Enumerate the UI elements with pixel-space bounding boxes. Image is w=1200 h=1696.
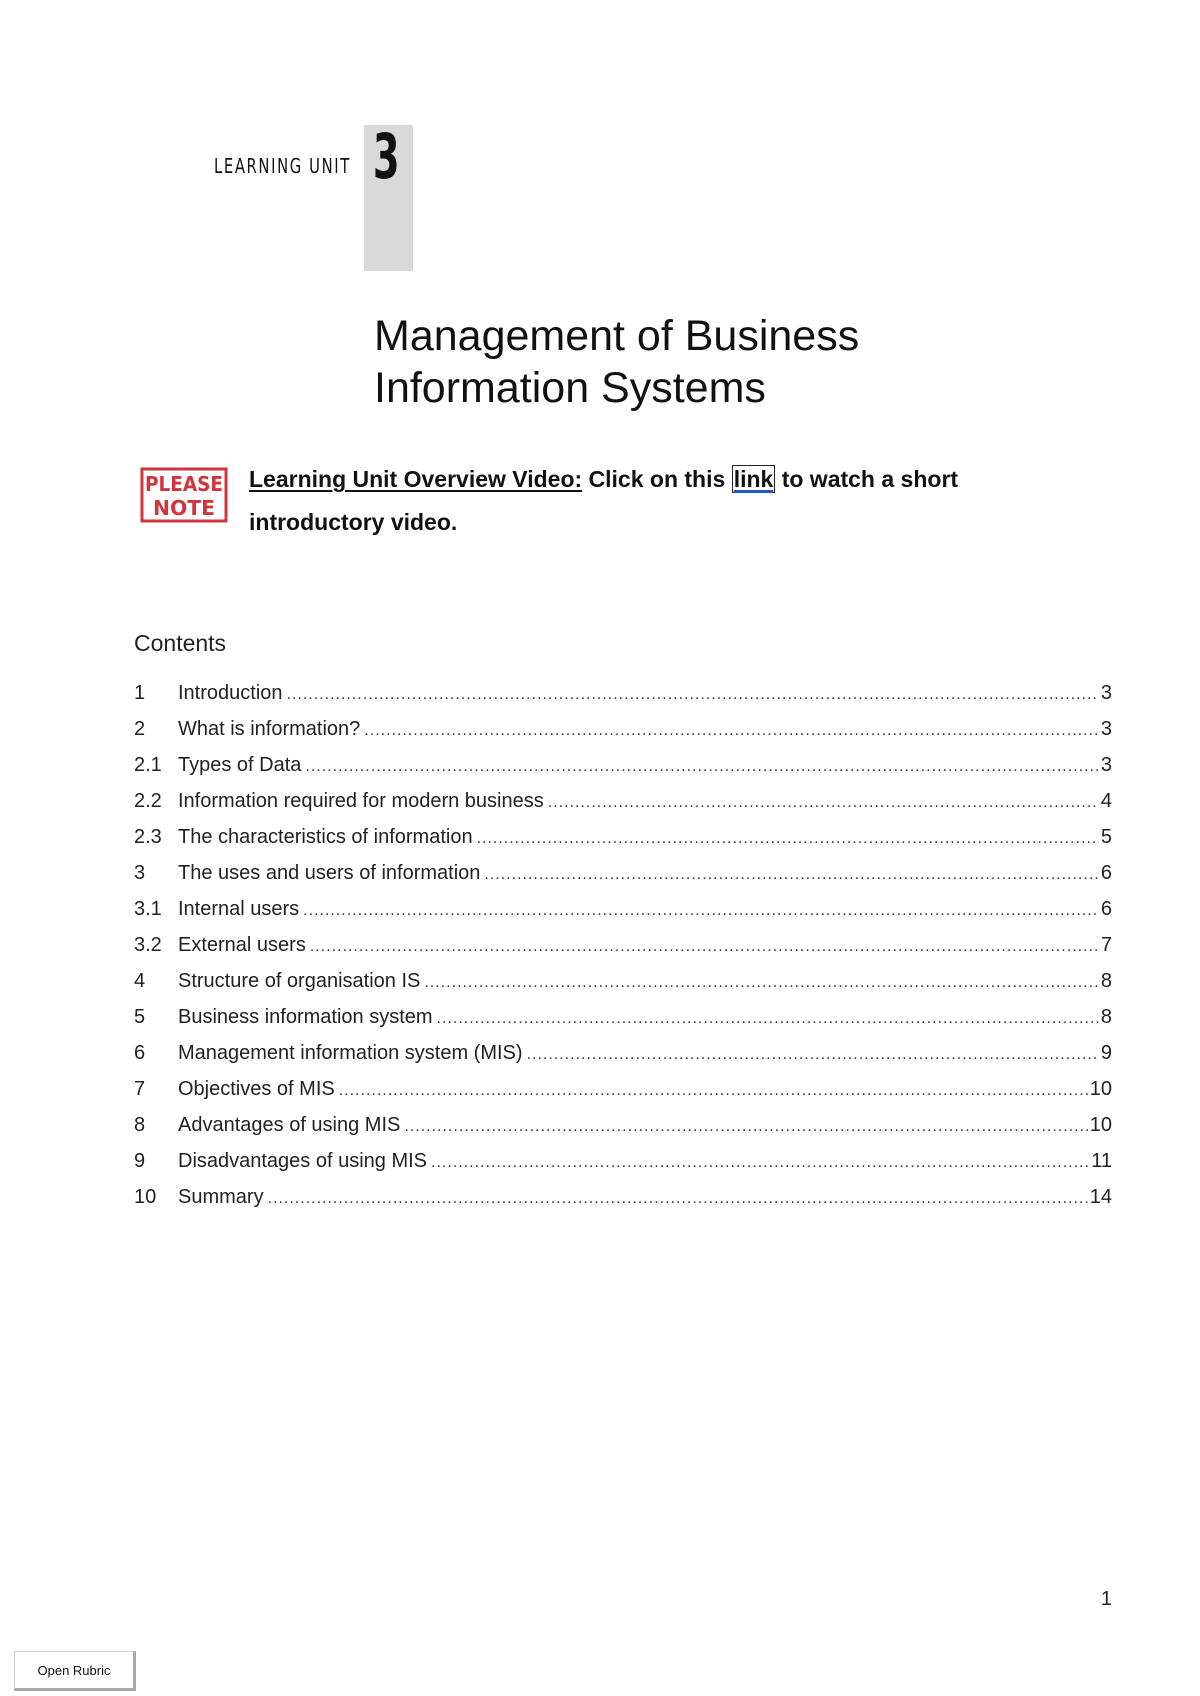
toc-entry-number: 3.2 bbox=[134, 934, 162, 956]
toc-entry-page: 7 bbox=[1100, 934, 1112, 956]
toc-entry-title: Summary bbox=[178, 1186, 264, 1208]
toc-entry-number: 3.1 bbox=[134, 898, 162, 920]
open-rubric-button[interactable]: Open Rubric bbox=[14, 1651, 136, 1691]
toc-entry[interactable] bbox=[134, 1114, 1112, 1150]
toc-entry-number: 2 bbox=[134, 718, 146, 740]
toc-dot-leader bbox=[310, 938, 1099, 956]
page-title bbox=[374, 310, 1014, 414]
toc-entry-number: 4 bbox=[134, 970, 146, 992]
page-title-line-1: Management of Business bbox=[374, 312, 860, 360]
toc-entry-title: Objectives of MIS bbox=[178, 1078, 335, 1100]
toc-entry[interactable] bbox=[134, 934, 1112, 970]
toc-dot-leader bbox=[303, 902, 1099, 920]
table-of-contents bbox=[134, 682, 1112, 1222]
toc-entry-page: 10 bbox=[1089, 1114, 1112, 1136]
toc-dot-leader bbox=[431, 1154, 1089, 1172]
toc-entry[interactable] bbox=[134, 682, 1112, 718]
toc-entry[interactable] bbox=[134, 1042, 1112, 1078]
toc-dot-leader bbox=[404, 1118, 1087, 1136]
toc-entry-page: 9 bbox=[1100, 1042, 1112, 1064]
overview-video-link[interactable]: link bbox=[733, 466, 774, 492]
toc-entry-page: 4 bbox=[1100, 790, 1112, 812]
please-note-stamp-icon bbox=[140, 467, 228, 523]
toc-dot-leader bbox=[437, 1010, 1099, 1028]
toc-entry-page: 3 bbox=[1100, 718, 1112, 740]
toc-entry-title: Advantages of using MIS bbox=[178, 1114, 401, 1136]
toc-entry[interactable] bbox=[134, 1150, 1112, 1186]
toc-dot-leader bbox=[484, 866, 1098, 884]
toc-entry[interactable] bbox=[134, 1186, 1112, 1222]
toc-entry-number: 9 bbox=[134, 1150, 146, 1172]
toc-entry-number: 6 bbox=[134, 1042, 146, 1064]
toc-entry[interactable] bbox=[134, 826, 1112, 862]
toc-dot-leader bbox=[424, 974, 1099, 992]
toc-entry-page: 6 bbox=[1100, 898, 1112, 920]
toc-dot-leader bbox=[548, 794, 1099, 812]
toc-entry-page: 5 bbox=[1100, 826, 1112, 848]
toc-entry-page: 14 bbox=[1089, 1186, 1112, 1208]
note-text-before-link: Click on this bbox=[582, 466, 732, 492]
toc-entry-page: 10 bbox=[1089, 1078, 1112, 1100]
unit-number: 3 bbox=[372, 120, 400, 193]
toc-entry[interactable] bbox=[134, 1006, 1112, 1042]
toc-entry-title: Information required for modern business bbox=[178, 790, 544, 812]
toc-entry-page: 3 bbox=[1100, 682, 1112, 704]
overview-video-note bbox=[249, 458, 1049, 544]
toc-entry[interactable] bbox=[134, 862, 1112, 898]
toc-entry-title: Management information system (MIS) bbox=[178, 1042, 523, 1064]
note-text-after-link: to watch a short introductory video. bbox=[249, 466, 959, 535]
toc-entry-title: Disadvantages of using MIS bbox=[178, 1150, 428, 1172]
toc-entry-title: The uses and users of information bbox=[178, 862, 481, 884]
toc-entry-number: 1 bbox=[134, 682, 146, 704]
toc-entry-number: 2.2 bbox=[134, 790, 162, 812]
overview-video-label: Learning Unit Overview Video: bbox=[249, 466, 583, 492]
toc-entry-title: Introduction bbox=[178, 682, 283, 704]
toc-dot-leader bbox=[364, 722, 1099, 740]
toc-dot-leader bbox=[339, 1082, 1088, 1100]
toc-entry-page: 8 bbox=[1100, 1006, 1112, 1028]
toc-entry[interactable] bbox=[134, 790, 1112, 826]
learning-unit-label: LEARNING UNIT bbox=[214, 154, 351, 178]
toc-entry-number: 2.3 bbox=[134, 826, 162, 848]
toc-entry-title: What is information? bbox=[178, 718, 361, 740]
toc-entry-title: Types of Data bbox=[178, 754, 302, 776]
toc-entry[interactable] bbox=[134, 898, 1112, 934]
toc-dot-leader bbox=[527, 1046, 1099, 1064]
toc-entry-page: 11 bbox=[1091, 1150, 1112, 1172]
toc-entry-title: Internal users bbox=[178, 898, 300, 920]
toc-entry-title: External users bbox=[178, 934, 306, 956]
toc-dot-leader bbox=[477, 830, 1099, 848]
toc-entry-number: 8 bbox=[134, 1114, 146, 1136]
toc-entry-number: 5 bbox=[134, 1006, 146, 1028]
toc-entry[interactable] bbox=[134, 1078, 1112, 1114]
stamp-line-1: PLEASE bbox=[145, 472, 223, 496]
page-title-line-2: Information Systems bbox=[374, 364, 766, 412]
page-number: 1 bbox=[1100, 1588, 1112, 1610]
toc-entry-title: Business information system bbox=[178, 1006, 433, 1028]
toc-entry-page: 8 bbox=[1100, 970, 1112, 992]
toc-entry-title: The characteristics of information bbox=[178, 826, 473, 848]
toc-entry[interactable] bbox=[134, 970, 1112, 1006]
stamp-line-2: NOTE bbox=[153, 496, 215, 520]
toc-entry-title: Structure of organisation IS bbox=[178, 970, 421, 992]
toc-dot-leader bbox=[268, 1190, 1088, 1208]
toc-entry-number: 10 bbox=[134, 1186, 157, 1208]
contents-heading: Contents bbox=[134, 630, 227, 656]
toc-entry-number: 2.1 bbox=[134, 754, 162, 776]
toc-entry-number: 7 bbox=[134, 1078, 146, 1100]
toc-entry-number: 3 bbox=[134, 862, 146, 884]
toc-entry-page: 6 bbox=[1100, 862, 1112, 884]
toc-dot-leader bbox=[287, 686, 1099, 704]
toc-entry[interactable] bbox=[134, 754, 1112, 790]
toc-entry[interactable] bbox=[134, 718, 1112, 754]
toc-dot-leader bbox=[305, 758, 1098, 776]
toc-entry-page: 3 bbox=[1100, 754, 1112, 776]
